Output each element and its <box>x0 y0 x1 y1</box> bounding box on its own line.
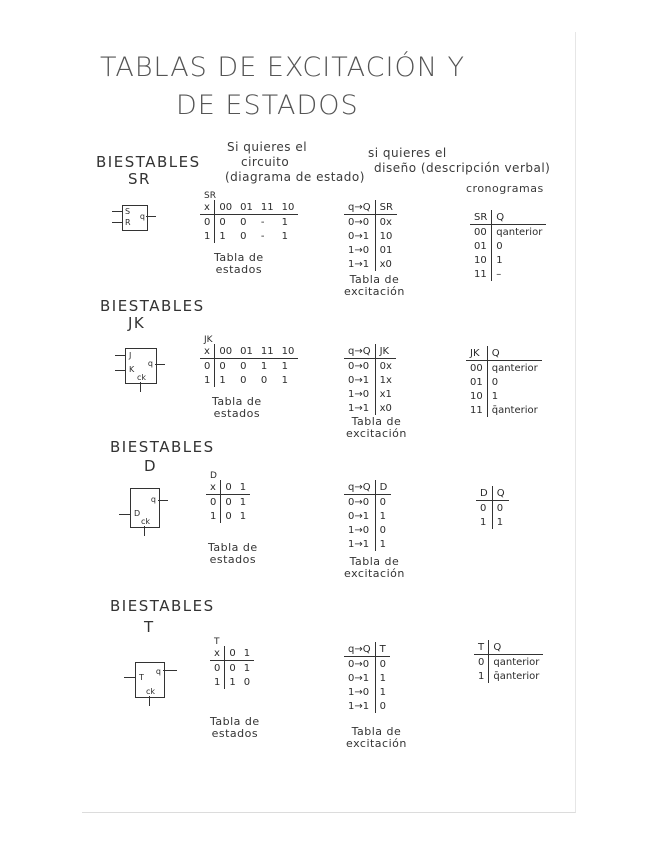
table-cell: qanterior <box>491 362 538 374</box>
table-cell: 0x <box>379 360 392 372</box>
caption-l1: Tabla de <box>208 541 258 554</box>
chrono-table-sr <box>470 210 546 281</box>
table-header: q→Q <box>344 200 375 215</box>
table-row <box>474 669 543 683</box>
state-table-corner <box>206 471 221 495</box>
state-table-sr <box>200 191 298 243</box>
table-cell: 0x <box>379 216 392 228</box>
chrono-table-t <box>474 640 543 683</box>
symbol-input: T <box>139 673 144 682</box>
table-header: Q <box>492 486 508 501</box>
state-table-row-header: 1 <box>200 373 215 387</box>
table-header: Q <box>492 210 547 225</box>
caption-estados <box>214 252 264 276</box>
table-cell: 0 <box>229 662 236 674</box>
wire <box>149 696 150 706</box>
wire <box>112 222 122 223</box>
table-cell: 1 <box>281 360 288 372</box>
table-cell: 1 <box>219 230 226 242</box>
table-cell: 1 <box>379 686 386 698</box>
section-title-l2: T <box>144 618 155 636</box>
caption-l2: excitación <box>346 737 407 750</box>
table-row <box>344 671 390 685</box>
caption-l2: estados <box>209 553 257 566</box>
table-cell: 0 <box>240 360 247 372</box>
caption-excitacion <box>344 274 405 298</box>
caption-l1: Tabla de <box>210 715 260 728</box>
table-cell: x1 <box>379 388 392 400</box>
header-design-l1: si quieres el <box>368 146 447 160</box>
table-cell: 1→1 <box>344 257 375 271</box>
wire <box>115 370 125 371</box>
caption-l2: excitación <box>346 427 407 440</box>
caption-l1: Tabla de <box>351 725 402 738</box>
caption-estados <box>212 396 262 420</box>
table-cell: 0 <box>260 374 268 386</box>
table-header: JK <box>375 344 396 359</box>
table-row <box>344 373 396 387</box>
header-design <box>368 146 550 176</box>
section-title-l2: D <box>144 457 158 475</box>
table-cell: 00 <box>466 361 487 376</box>
caption-l2: excitación <box>344 567 405 580</box>
table-cell: 10 <box>379 230 393 242</box>
table-header: T <box>474 640 489 655</box>
state-table-row-header: 1 <box>206 509 221 523</box>
wire <box>115 355 125 356</box>
caption-l1: Tabla de <box>349 555 400 568</box>
table-cell: 1 <box>281 374 288 386</box>
table-cell: 1x <box>379 374 392 386</box>
caption-estados <box>208 542 258 566</box>
table-cell: 1→0 <box>344 243 375 257</box>
table-row <box>344 243 397 257</box>
flipflop-symbol-sr <box>122 205 148 231</box>
table-row <box>344 685 390 699</box>
state-table-corner <box>210 637 225 661</box>
state-table-corner-top: T <box>214 637 220 647</box>
symbol-input: J <box>129 351 132 360</box>
symbol-input: D <box>134 509 141 518</box>
table-cell: 1→0 <box>344 523 375 537</box>
state-table-corner-left: x <box>204 201 210 213</box>
table-cell: 1 <box>281 230 288 242</box>
section-title-l1: BIESTABLES <box>96 153 201 171</box>
caption-estados <box>210 716 260 740</box>
table-cell: 0→1 <box>344 671 375 685</box>
state-table-corner-left: x <box>214 647 220 659</box>
state-table-corner-left: x <box>204 345 210 357</box>
table-row <box>344 229 397 243</box>
state-table-col-header: 01 <box>236 344 257 359</box>
wire <box>144 526 145 536</box>
table-cell: – <box>496 268 502 280</box>
table-cell: 1 <box>476 515 492 529</box>
state-table-col-header: 10 <box>278 344 299 359</box>
state-table-col-header: 00 <box>215 344 236 359</box>
table-row <box>344 495 391 510</box>
table-cell: 1 <box>260 360 268 372</box>
section-title-l1: BIESTABLES <box>100 297 205 315</box>
table-cell: 0→0 <box>344 495 375 510</box>
table-cell: 0 <box>219 360 226 372</box>
section-title-d <box>110 438 215 476</box>
table-row <box>476 501 509 516</box>
table-cell: q̄anterior <box>491 404 538 416</box>
wire <box>124 677 135 678</box>
table-row <box>344 215 397 230</box>
flipflop-symbol-jk <box>125 348 157 384</box>
state-table-row-header: 0 <box>206 495 221 510</box>
table-row <box>344 359 396 374</box>
table-header: SR <box>470 210 492 225</box>
wire <box>112 211 122 212</box>
state-table-row-header: 0 <box>200 215 215 230</box>
table-row <box>344 509 391 523</box>
symbol-input: R <box>125 218 131 227</box>
table-cell: 10 <box>466 389 487 403</box>
table-header: q→Q <box>344 344 375 359</box>
table-cell: qanterior <box>493 656 540 668</box>
state-table-col-header: 1 <box>236 480 250 495</box>
state-table-corner <box>200 335 215 359</box>
state-table-col-header: 11 <box>257 344 278 359</box>
table-header: q→Q <box>344 642 375 657</box>
excitation-table-sr <box>344 200 397 271</box>
table-cell: 0 <box>225 496 232 508</box>
header-circuit <box>225 140 365 185</box>
table-row <box>470 239 546 253</box>
table-cell: 1→1 <box>344 401 375 415</box>
table-row <box>470 267 546 281</box>
state-table-row-header: 0 <box>200 359 215 374</box>
table-cell: 0→0 <box>344 657 375 672</box>
section-title-l1: BIESTABLES <box>110 438 215 456</box>
table-row <box>466 389 542 403</box>
table-cell: 1 <box>229 676 236 688</box>
excitation-table-t <box>344 642 390 713</box>
page-title-line2: DE ESTADOS <box>176 90 359 121</box>
table-cell: 1 <box>281 216 288 228</box>
table-cell: 1 <box>379 538 386 550</box>
state-table-col-header: 01 <box>236 200 257 215</box>
header-circuit-l3: (diagrama de estado) <box>225 170 365 184</box>
table-header: SR <box>375 200 397 215</box>
table-cell: 0 <box>240 216 247 228</box>
table-header: D <box>476 486 492 501</box>
header-circuit-l1: Si quieres el <box>227 140 308 154</box>
table-row <box>200 359 298 374</box>
table-cell: 1 <box>219 374 226 386</box>
state-table-col-header: 0 <box>221 480 236 495</box>
section-title-l1: BIESTABLES <box>110 597 215 615</box>
table-row <box>344 387 396 401</box>
state-table-t <box>210 637 254 689</box>
caption-l1: Tabla de <box>212 395 262 408</box>
state-table-row-header: 1 <box>210 675 225 689</box>
caption-l2: estados <box>215 263 263 276</box>
table-row <box>466 375 542 389</box>
table-row <box>476 515 509 529</box>
symbol-clock: ck <box>146 687 156 696</box>
section-title-t <box>110 596 215 638</box>
table-cell: 0 <box>379 496 386 508</box>
table-cell: - <box>260 230 265 242</box>
table-row <box>344 257 397 271</box>
symbol-input: S <box>125 207 131 216</box>
table-cell: 0 <box>496 240 503 252</box>
caption-excitacion <box>346 726 407 750</box>
wire <box>140 382 141 392</box>
table-row <box>200 373 298 387</box>
table-cell: qanterior <box>496 226 543 238</box>
table-cell: - <box>260 216 265 228</box>
symbol-output: q <box>147 359 153 368</box>
caption-l1: Tabla de <box>349 273 400 286</box>
table-header: D <box>375 480 391 495</box>
state-table-corner-top: JK <box>204 335 213 345</box>
table-header: JK <box>466 346 487 361</box>
symbol-output: q <box>155 667 161 676</box>
table-row <box>466 403 542 417</box>
table-cell: 1 <box>239 496 247 508</box>
table-row <box>206 509 250 523</box>
chrono-table-d <box>476 486 509 529</box>
symbol-output: q <box>150 495 156 504</box>
state-table-col-header: 10 <box>278 200 299 215</box>
state-table-corner-top: D <box>210 471 217 481</box>
table-header: Q <box>487 346 542 361</box>
wire <box>119 514 130 515</box>
caption-excitacion <box>344 556 405 580</box>
table-cell: 10 <box>470 253 492 267</box>
table-cell: 01 <box>379 244 393 256</box>
table-cell: 0 <box>219 216 226 228</box>
state-table-col-header: 0 <box>225 646 240 661</box>
table-cell: 1 <box>496 254 503 266</box>
table-cell: q̄anterior <box>493 670 540 682</box>
flipflop-symbol-d <box>130 488 160 528</box>
table-cell: 0 <box>240 374 247 386</box>
table-row <box>200 215 298 230</box>
table-cell: 11 <box>466 403 487 417</box>
table-cell: 0 <box>379 700 386 712</box>
header-circuit-l2: circuito <box>241 155 290 169</box>
table-cell: 1 <box>379 510 386 522</box>
section-title-l2: JK <box>128 314 146 332</box>
table-cell: 1 <box>379 672 386 684</box>
table-cell: 0→1 <box>344 229 375 243</box>
table-cell: 1→1 <box>344 699 375 713</box>
table-cell: 0→1 <box>344 373 375 387</box>
state-table-d <box>206 471 250 523</box>
state-table-jk <box>200 335 298 387</box>
table-cell: x0 <box>379 258 392 270</box>
symbol-clock: ck <box>141 517 151 526</box>
table-cell: 0 <box>240 230 247 242</box>
caption-l1: Tabla de <box>214 251 264 264</box>
table-cell: 00 <box>470 225 492 240</box>
section-title-jk <box>100 298 205 332</box>
table-row <box>470 225 546 240</box>
table-cell: 0→0 <box>344 215 375 230</box>
table-cell: 11 <box>470 267 492 281</box>
table-cell: 1→1 <box>344 537 375 551</box>
symbol-input: K <box>129 365 135 374</box>
table-row <box>344 657 390 672</box>
caption-l2: estados <box>211 727 259 740</box>
state-table-corner <box>200 191 216 215</box>
symbol-clock: ck <box>137 373 147 382</box>
table-row <box>344 401 396 415</box>
state-table-col-header: 00 <box>215 200 236 215</box>
state-table-col-header: 11 <box>257 200 278 215</box>
state-table-col-header: 1 <box>240 646 254 661</box>
page-title-line1: TABLAS DE EXCITACIÓN Y <box>100 52 465 83</box>
table-cell: 0→0 <box>344 359 375 374</box>
symbol-output: q <box>139 212 145 221</box>
table-header: Q <box>489 640 544 655</box>
chrono-table-jk <box>466 346 542 417</box>
state-table-corner-top: SR <box>204 191 216 201</box>
table-header: T <box>375 642 390 657</box>
table-row <box>344 523 391 537</box>
table-row <box>206 495 250 510</box>
table-cell: 0 <box>379 658 386 670</box>
wire <box>155 364 165 365</box>
table-cell: 1→0 <box>344 685 375 699</box>
excitation-table-jk <box>344 344 396 415</box>
table-cell: 1 <box>239 510 247 522</box>
table-cell: 0 <box>496 502 504 514</box>
table-cell: 0 <box>491 376 499 388</box>
table-cell: 1 <box>491 390 499 402</box>
table-cell: 0→1 <box>344 509 375 523</box>
wire <box>146 216 156 217</box>
table-cell: 0 <box>476 501 492 516</box>
wire <box>163 670 177 671</box>
table-row <box>210 661 254 676</box>
state-table-row-header: 0 <box>210 661 225 676</box>
caption-l2: excitación <box>344 285 405 298</box>
table-row <box>344 699 390 713</box>
excitation-table-d <box>344 480 391 551</box>
table-cell: 01 <box>466 375 487 389</box>
table-cell: 0 <box>243 676 251 688</box>
wire <box>158 500 168 501</box>
table-cell: 0 <box>379 524 386 536</box>
table-row <box>210 675 254 689</box>
state-table-corner-left: x <box>210 481 216 493</box>
flipflop-symbol-t <box>135 662 165 698</box>
caption-l2: estados <box>213 407 261 420</box>
table-cell: 01 <box>470 239 492 253</box>
table-cell: 1→0 <box>344 387 375 401</box>
section-title-sr <box>96 154 201 188</box>
table-row <box>344 537 391 551</box>
table-cell: 0 <box>225 510 232 522</box>
table-cell: 0 <box>474 655 489 670</box>
table-cell: x0 <box>379 402 392 414</box>
table-cell: 1 <box>496 516 504 528</box>
table-cell: 1 <box>243 662 251 674</box>
header-chrono: cronogramas <box>466 182 544 195</box>
header-design-l2: diseño (descripción verbal) <box>374 161 551 175</box>
section-title-l2: SR <box>128 170 151 188</box>
table-header: q→Q <box>344 480 375 495</box>
caption-l1: Tabla de <box>351 415 402 428</box>
table-row <box>470 253 546 267</box>
table-row <box>474 655 543 670</box>
table-cell: 1 <box>474 669 489 683</box>
table-row <box>200 229 298 243</box>
caption-excitacion <box>346 416 407 440</box>
state-table-row-header: 1 <box>200 229 215 243</box>
table-row <box>466 361 542 376</box>
